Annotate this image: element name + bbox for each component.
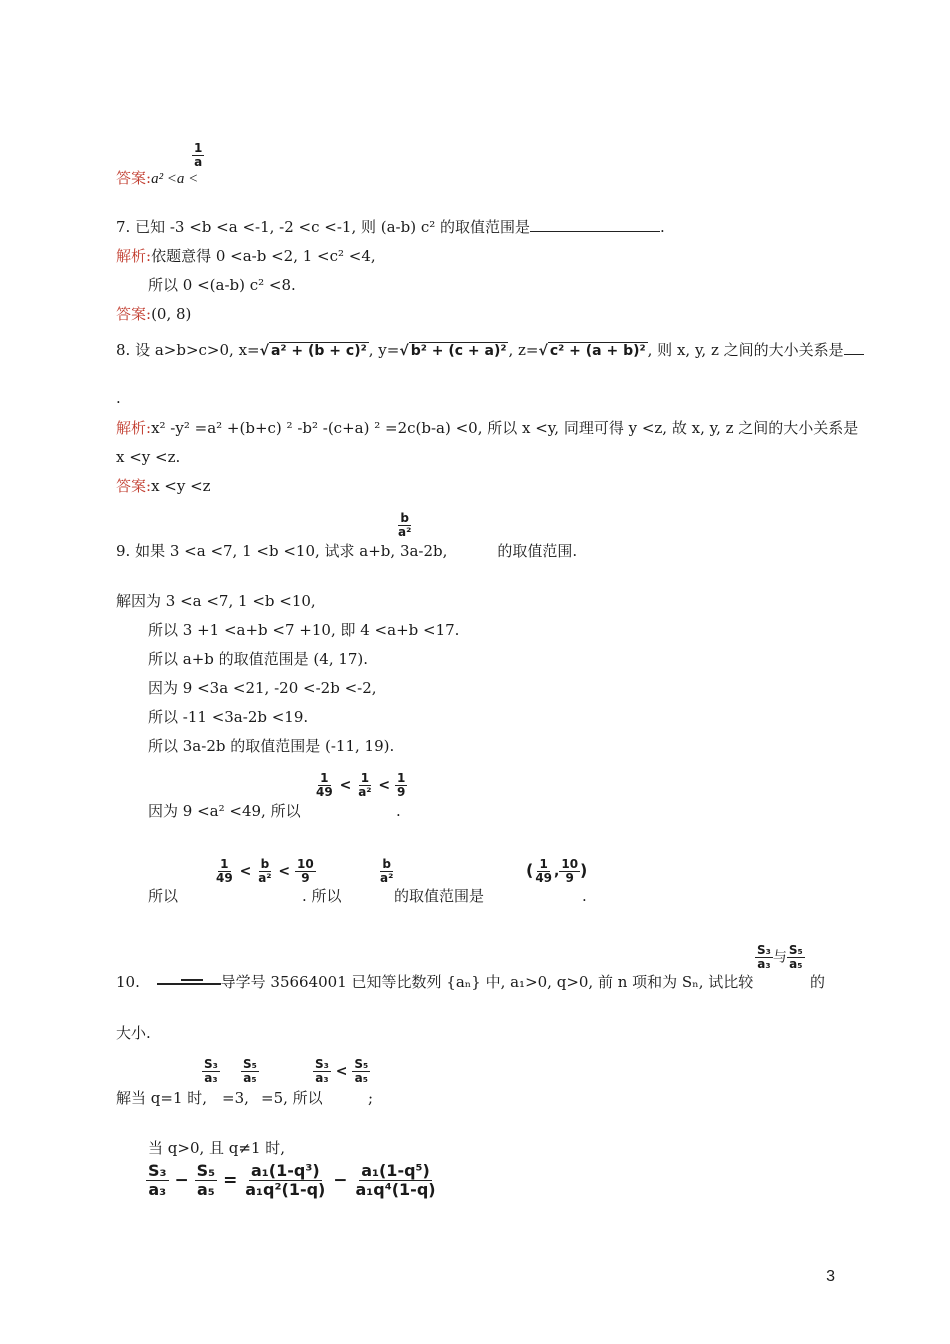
answer-7: 答案:(0, 8)	[116, 305, 192, 323]
solution-9-l5: 所以 -11 <3a-2b <19.	[148, 708, 309, 726]
analysis-8-line2: x <y <z.	[116, 448, 181, 466]
analysis-7: 解析:依题意得 0 <a-b <2, 1 <c² <4,	[116, 247, 376, 265]
page-number: 3	[826, 1268, 835, 1285]
solution-9-l7-math: $\frac{1}{49}$ < $\frac{1}{\text{a²}}$ < $\frac{1}{9}$	[316, 771, 406, 799]
solution-9-l8-frac: $\frac{b}{\text{a²}}$	[380, 857, 394, 885]
question-10: 10. 导学号 35664001 已知等比数列 {aₙ} 中, a₁>0, q>0, 前 n 项和为 Sₙ, 试比较	[116, 973, 754, 991]
question-7: 7. 已知 -3 <b <a <-1, -2 <c <-1, 则 (a-b) c² 的取值范围是 .	[116, 218, 665, 236]
answer-6-fraction: $\frac{1}{a}$	[194, 141, 203, 169]
solution-9-l8b: . 所以	[302, 887, 342, 905]
solution-9-l8a: 所以	[148, 887, 179, 905]
solution-9-l7: 因为 9 <a² <49, 所以	[148, 802, 301, 820]
answer-6-line	[116, 168, 198, 189]
answer-6-text: a² <a <	[151, 171, 199, 187]
solution-9-l2: 所以 3 +1 <a+b <7 +10, 即 4 <a+b <17.	[148, 621, 460, 639]
question-10-compare: $\frac{\text{S₃}}{\text{a₃}}$ 与 $\frac{\text{S₅}}{\text{a₅}}$	[757, 943, 803, 971]
solution-9-l8-math: $\frac{1}{49}$ < $\frac{b}{\text{a²}}$ < $\frac{10}{9}$	[216, 857, 314, 885]
solution-10-equation: $\frac{\text{S₃}}{\text{a₃}}$ − $\frac{\text{S₅}}{\text{a₅}}$ = $\frac{\text{a₁(1-q³)}}{\text{a₁q²(1-q)}}$ − $\frac{\text{a₁(1-q⁵)}}{\text{a₁q⁴(1-q)}}$	[148, 1161, 436, 1199]
solution-10-cmp: $\frac{\text{S₃}}{\text{a₃}}$ < $\frac{\text{S₅}}{\text{a₅}}$	[315, 1057, 369, 1085]
solution-9-l3: 所以 a+b 的取值范围是 (4, 17).	[148, 650, 369, 668]
question-10-number: 10.	[116, 973, 140, 991]
question-10-line2: 大小.	[116, 1024, 151, 1042]
question-10-bars-icon	[145, 978, 221, 988]
analysis-8: 解析:x² -y² =a² +(b+c) ² -b² -(c+a) ² =2c(b-a) <0, 所以 x <y, 同理可得 y <z, 故 x, y, z 之间的大小关系是	[116, 419, 859, 437]
question-9-fraction: $\frac{b}{\text{a²}}$	[398, 511, 412, 539]
solution-9-l1: 解因为 3 <a <7, 1 <b <10,	[116, 592, 316, 610]
solution-10-l1a: 解当 q=1 时,	[116, 1089, 208, 1107]
solution-10-f1: $\frac{\text{S₃}}{\text{a₃}}$	[204, 1057, 218, 1085]
solution-9-l8c: 的取值范围是	[394, 887, 485, 905]
solution-9-l6: 所以 3a-2b 的取值范围是 (-11, 19).	[148, 737, 395, 755]
question-8: 8. 设 a>b>c>0, x=√ a² + (b + c)² , y=√ b² + (c + a)² , z=√ c² + (a + b)² , 则 x, y, z 之间的大小关系是	[116, 340, 864, 361]
answer-blank	[530, 217, 660, 232]
answer-8: 答案:x <y <z	[116, 477, 211, 495]
analysis-7-line2: 所以 0 <(a-b) c² <8.	[148, 276, 296, 294]
solution-10-f2: $\frac{\text{S₅}}{\text{a₅}}$	[243, 1057, 257, 1085]
question-8-tail: .	[116, 389, 121, 407]
question-9: 9. 如果 3 <a <7, 1 <b <10, 试求 a+b, 3a-2b, 的取值范围.	[116, 542, 578, 560]
solution-9-l8-interval: ( $\frac{1}{49}$ , $\frac{10}{9}$ )	[526, 857, 588, 885]
answer-label: 答案:	[116, 169, 152, 187]
solution-10-l2: 当 q>0, 且 q≠1 时,	[148, 1139, 286, 1157]
solution-9-l4: 因为 9 <3a <21, -20 <-2b <-2,	[148, 679, 377, 697]
